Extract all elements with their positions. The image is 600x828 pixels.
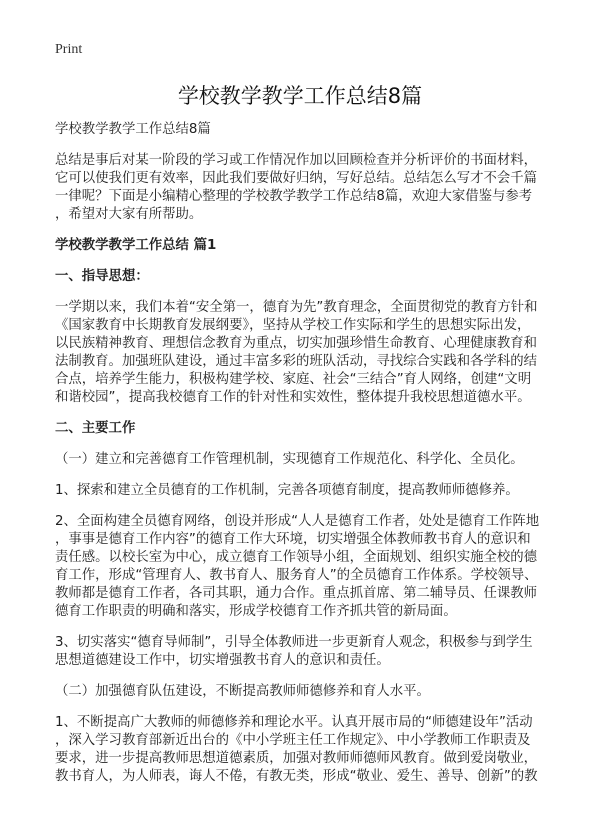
paragraph-1-3 bbox=[55, 634, 555, 670]
text-line: 《国家教育中长期教育发展纲要》，坚持从学校工作实际和学生的思想实际出发， bbox=[55, 318, 531, 333]
paragraph-1-2 bbox=[55, 513, 555, 621]
text-line: 德育工作职责的明确和落实，形成学校德育工作齐抓共管的新局面。 bbox=[55, 604, 457, 619]
text-line: 要求，进一步提高教师思想道德素质，加强对教师师德师风教育。做到爱岗敬业， bbox=[55, 751, 538, 766]
paragraph-2-1 bbox=[55, 714, 555, 786]
text-line: 责任感。以校长室为中心，成立德育工作领导小组，全面规划、组织实施全校的德 bbox=[55, 550, 538, 565]
text-line: 一学期以来，我们本着“安全第一，德育为先”教育理念，全面贯彻党的教育方针和 bbox=[55, 300, 538, 315]
text-line: ，希望对大家有所帮助。 bbox=[55, 207, 203, 222]
text-line: 2、全面构建全员德育网络，创设并形成“人人是德育工作者，处处是德育工作阵地 bbox=[55, 514, 540, 529]
section-heading: 学校教学教学工作总结 篇1 bbox=[55, 238, 217, 253]
print-link[interactable]: Print bbox=[55, 42, 83, 57]
text-line: 它可以使我们更有效率，因此我们要做好归纳，写好总结。总结怎么写才不会千篇 bbox=[55, 171, 538, 186]
subheading-1: （一）建立和完善德育工作管理机制，实现德育工作规范化、科学化、全员化。 bbox=[55, 452, 524, 467]
text-line: 法制教育。加强班队建设，通过丰富多彩的班队活动，寻找综合实践和各学科的结 bbox=[55, 354, 538, 369]
text-line: 总结是事后对某一阶段的学习或工作情况作加以回顾检查并分析评价的书面材料， bbox=[55, 153, 538, 168]
text-line: 合点，培养学生能力，积极构建学校、家庭、社会“三结合”育人网络，创建“文明 bbox=[55, 372, 532, 387]
text-line: ，事事是德育工作内容”的德育工作大环境，切实增强全体教师教书育人的意识和 bbox=[55, 532, 531, 547]
text-line: 教师都是德育工作者，各司其职，通力合作。重点抓首席、第二辅导员、任课教师 bbox=[55, 586, 538, 601]
heading-guiding-ideology: 一、指导思想： bbox=[55, 269, 149, 284]
text-line: ，深入学习教育部新近出台的《中小学班主任工作规定》、中小学教师工作职责及 bbox=[55, 733, 531, 748]
text-line: 3、切实落实“德育导师制”，引导全体教师进一步更新育人观念，积极参与到学生 bbox=[55, 635, 533, 650]
subheading-2: （二）加强德育队伍建设，不断提高教师师德修养和育人水平。 bbox=[55, 684, 430, 699]
paragraph-guiding-ideology bbox=[55, 299, 555, 407]
paragraph-1-1 bbox=[55, 482, 555, 500]
text-line: 和谐校园”，提高我校德育工作的针对性和实效性，整体提升我校思想道德水平。 bbox=[55, 390, 531, 405]
document-body bbox=[55, 121, 555, 799]
text-line: 思想道德建设工作中，切实增强教书育人的意识和责任。 bbox=[55, 653, 390, 668]
document-title: 学校教学教学工作总结8篇 bbox=[177, 84, 423, 108]
document-subtitle: 学校教学教学工作总结8篇 bbox=[55, 122, 211, 137]
text-line: 以民族精神教育、理想信念教育为重点，切实加强珍惜生命教育、心理健康教育和 bbox=[55, 336, 538, 351]
text-line: 教书育人，为人师表，诲人不倦，有教无类，形成“敬业、爱生、善导、创新”的教 bbox=[55, 769, 538, 784]
text-line: 1、不断提高广大教师的师德修养和理论水平。认真开展市局的“师德建设年”活动 bbox=[55, 715, 533, 730]
text-line: 1、探索和建立全员德育的工作机制，完善各项德育制度，提高教师师德修养。 bbox=[55, 483, 519, 498]
text-line: 育工作，形成“管理育人、教书育人、服务育人”的全员德育工作体系。学校领导、 bbox=[55, 568, 538, 583]
intro-paragraph bbox=[55, 152, 555, 224]
text-line: 一律呢？下面是小编精心整理的学校教学教学工作总结8篇，欢迎大家借鉴与参考 bbox=[55, 189, 533, 204]
heading-main-work: 二、主要工作 bbox=[55, 421, 136, 436]
